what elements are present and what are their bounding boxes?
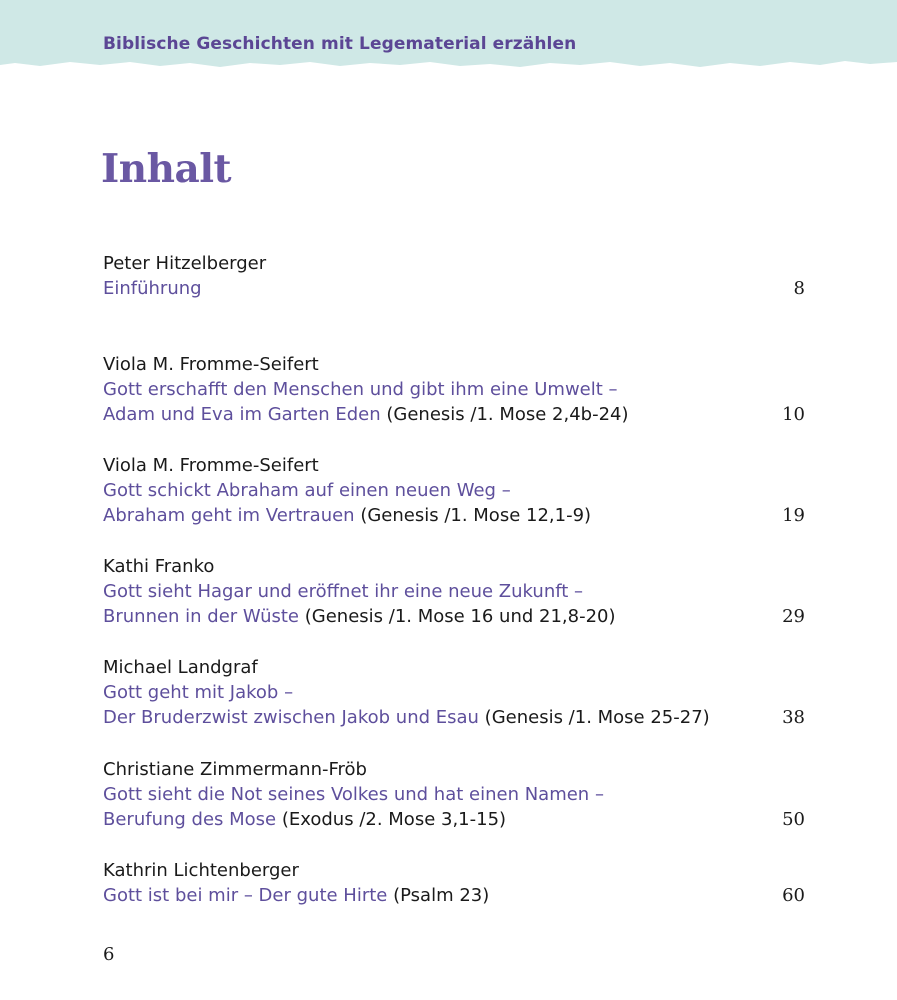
toc-entry[interactable]	[103, 352, 805, 427]
entry-bible-reference: (Genesis /1. Mose 25-27)	[484, 707, 710, 728]
entry-title: Gott erschafft den Menschen und gibt ihm eine Umwelt –	[103, 379, 618, 400]
entry-author: Kathrin Lichtenberger	[103, 860, 299, 881]
entry-author: Viola M. Fromme-Seifert	[103, 354, 319, 375]
entry-title: Gott ist bei mir – Der gute Hirte	[103, 885, 388, 906]
page-title: Inhalt	[101, 146, 232, 192]
entry-bible-reference: (Psalm 23)	[393, 885, 490, 906]
entry-bible-reference: (Genesis /1. Mose 12,1-9)	[360, 505, 592, 526]
entry-page-number: 8	[793, 278, 805, 299]
toc-entry[interactable]	[103, 757, 805, 832]
entry-page-number: 10	[782, 404, 805, 425]
entry-title-continued: Adam und Eva im Garten Eden	[103, 404, 381, 425]
entry-title: Gott sieht Hagar und eröffnet ihr eine neue Zukunft –	[103, 581, 584, 602]
entry-title-continued: Abraham geht im Vertrauen	[103, 505, 355, 526]
entry-title: Einführung	[103, 278, 202, 299]
entry-bible-reference: (Genesis /1. Mose 16 und 21,8-20)	[304, 606, 616, 627]
entry-title: Gott sieht die Not seines Volkes und hat einen Namen –	[103, 784, 604, 805]
toc-entry[interactable]	[103, 554, 805, 629]
entry-title: Gott geht mit Jakob –	[103, 682, 294, 703]
entry-title-continued: Der Bruderzwist zwischen Jakob und Esau	[103, 707, 479, 728]
entry-author: Michael Landgraf	[103, 657, 258, 678]
entry-title-continued: Berufung des Mose	[103, 809, 277, 830]
page-number-footer: 6	[103, 944, 115, 965]
entry-page-number: 60	[782, 885, 805, 906]
entry-bible-reference: (Exodus /2. Mose 3,1-15)	[281, 809, 507, 830]
entry-title-continued: Brunnen in der Wüste	[103, 606, 300, 627]
entry-page-number: 50	[782, 809, 805, 830]
entry-author: Peter Hitzelberger	[103, 253, 267, 274]
entry-page-number: 38	[782, 707, 805, 728]
entry-page-number: 29	[782, 606, 805, 627]
toc-entry[interactable]	[103, 858, 805, 908]
entry-author: Kathi Franko	[103, 556, 215, 577]
entry-bible-reference: (Genesis /1. Mose 2,4b-24)	[386, 404, 629, 425]
running-header: Biblische Geschichten mit Legematerial erzählen	[103, 34, 577, 54]
entry-author: Christiane Zimmermann-Fröb	[103, 759, 367, 780]
entry-page-number: 19	[782, 505, 805, 526]
toc-entry[interactable]	[103, 453, 805, 528]
toc-entry[interactable]	[103, 655, 805, 730]
toc-entry[interactable]	[103, 251, 805, 301]
entry-author: Viola M. Fromme-Seifert	[103, 455, 319, 476]
entry-title: Gott schickt Abraham auf einen neuen Weg –	[103, 480, 511, 501]
